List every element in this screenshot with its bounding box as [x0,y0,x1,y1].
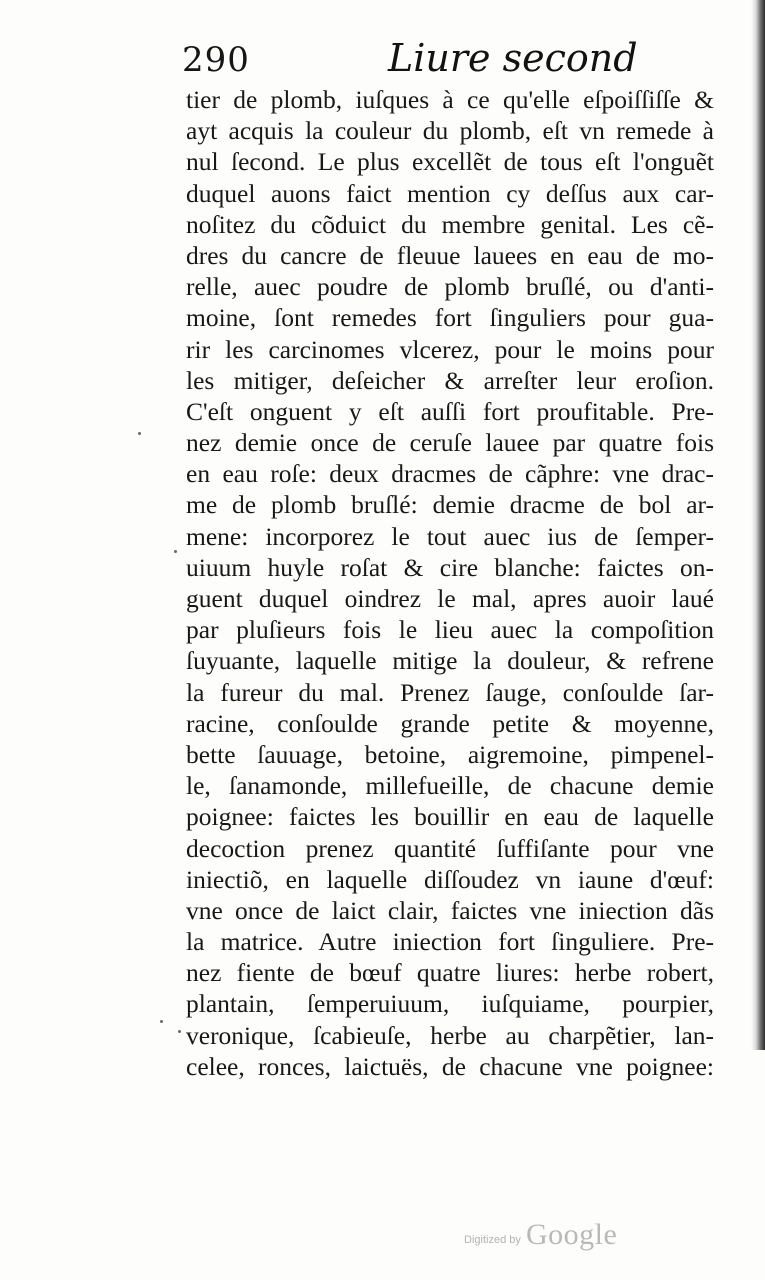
text-line: duquel auons faict mention cy deſſus aux car- [186,178,714,208]
text-line: plantain, ſemperuiuum, iuſquiame, pourpier, [186,989,714,1019]
text-line: iniectiõ, en laquelle diſſoudez vn iaune d'œuf: [186,864,714,894]
text-line: ſuyuante, laquelle mitige la douleur, & refrene [186,646,714,676]
text-line: C'eſt onguent y eſt auſſi fort proufitable. Pre- [186,396,714,426]
text-line: en eau roſe: deux dracmes de cãphre: vne drac- [186,459,714,489]
text-line: la fureur du mal. Prenez ſauge, conſoulde ſar- [186,677,714,707]
text-line: veronique, ſcabieuſe, herbe au charpẽtier, lan- [186,1020,714,1050]
digitization-watermark [464,1218,634,1258]
text-line: nul ſecond. Le plus excellẽt de tous eſt l'onguẽt [186,147,714,177]
text-line: tier de plomb, iuſques à ce qu'elle eſpoiſſiſſe & [186,85,714,114]
text-line: les mitiger, deſeicher & arreſter leur eroſion. [186,365,714,395]
text-line: noſitez du cõduict du membre genital. Les cẽ- [186,209,714,239]
text-line: par pluſieurs fois le lieu auec la compoſition [186,615,714,645]
ink-speck [138,432,141,435]
text-line: la matrice. Autre iniection fort ſinguliere. Pre- [186,927,714,957]
text-line: me de plomb bruſlé: demie dracme de bol ar- [186,490,714,520]
text-line: nez fiente de bœuf quatre liures: herbe robert, [186,958,714,988]
ink-speck [178,1030,181,1033]
text-line: moine, ſont remedes fort ſinguliers pour gua- [186,303,714,333]
running-title: Liure second [388,36,638,80]
text-line: rir les carcinomes vlcerez, pour le moins pour [186,334,714,364]
text-line: mene: incorporez le tout auec ius de ſemper- [186,521,714,551]
page-edge-shadow [751,0,765,1050]
text-line: le, ſanamonde, millefueille, de chacune demie [186,771,714,801]
google-logo: Google [526,1218,618,1251]
text-line: celee, ronces, laictuës, de chacune vne poignee: [186,1051,714,1081]
text-line: decoction prenez quantité ſuffiſante pour vne [186,833,714,863]
text-line: racine, conſoulde grande petite & moyenne, [186,708,714,738]
ink-speck [174,550,177,553]
text-line: guent duquel oindrez le mal, apres auoir laué [186,584,714,613]
page-number: 290 [182,40,250,80]
ink-speck [160,1020,163,1023]
body-text [186,84,714,1082]
text-line: poignee: faictes les bouillir en eau de laquelle [186,802,714,832]
text-line: relle, auec poudre de plomb bruſlé, ou d'anti- [186,272,714,302]
text-line: vne once de laict clair, faictes vne iniection dãs [186,895,714,925]
text-line: uiuum huyle roſat & cire blanche: faictes on- [186,552,714,582]
text-line: dres du cancre de fleuue lauees en eau de mo- [186,240,714,270]
text-line: bette ſauuage, betoine, aigremoine, pimpenel- [186,739,714,769]
watermark-label: Digitized by [464,1234,521,1246]
text-line: nez demie once de ceruſe lauee par quatre fois [186,428,714,458]
text-line: ayt acquis la couleur du plomb, eſt vn remede à [186,116,714,146]
